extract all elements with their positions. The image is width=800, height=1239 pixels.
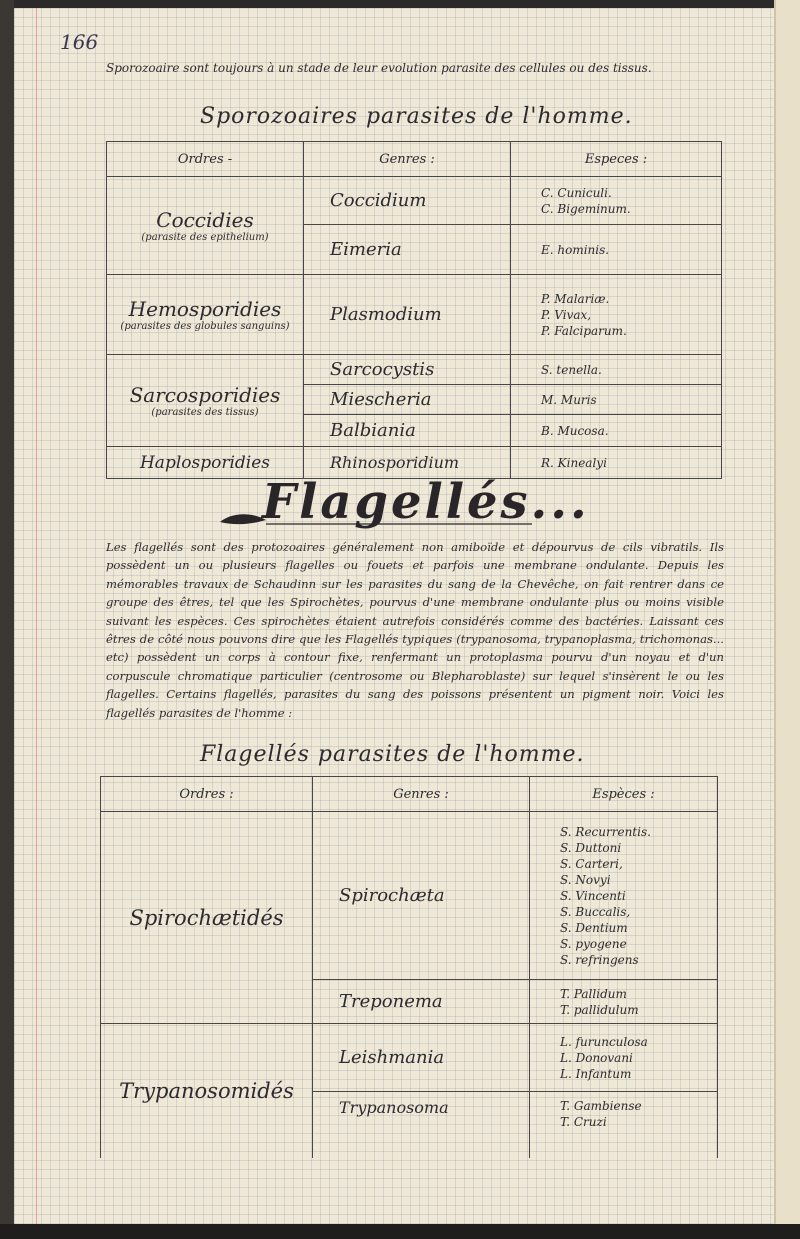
genus-cell: Spirochæta [313,812,530,980]
page-bottom-edge [0,1224,800,1239]
header-ordres: Ordres : [101,777,313,812]
order-cell: Spirochætidés [101,812,313,1024]
header-genres: Genres : [313,777,530,812]
order-cell: Trypanosomidés [101,1024,313,1158]
genus-cell: Rhinosporidium [304,447,511,479]
header-especes: Espèces : [530,777,718,812]
genus-cell: Coccidium [304,177,511,225]
genus-cell: Sarcocystis [304,355,511,385]
species-name: T. Gambiense [560,1099,642,1113]
species-name: S. Dentium [560,920,628,935]
intro-text: Sporozoaire sont toujours à un stade de leur evolution parasite des cellules ou des tissus. [106,61,652,75]
order-name: Haplosporidies [139,452,271,473]
section2-title: Flagellés parasites de l'homme. [200,742,585,767]
species-cell [511,225,722,275]
species-name: B. Mucosa. [541,423,609,438]
flagelles-paragraph: Les flagellés sont des protozoaires généralement non amiboïde et dépourvus de cils vibratils. Ils possèdent un ou plusieurs flagelles ou fouets et parfois une membrane ondulante. Depuis les mémorables travaux de Schaudinn sur les parasites du sang de la Chevêche, on fait rentrer dans ce groupe des êtres, tel que les Spirochètes, pourvus d'une membrane ondulante plus ou moins visible suivant les espèces. Ces spirochètes étaient autrefois considérés comme des bactéries. Laissant ces êtres de côté nous pouvons dire que les Flagellés typiques (trypanosoma, trypanoplasma, trichomonas... etc) possèdent un corps à contour fixe, renfermant un protoplasma pourvu d'un noyau et d'un corpuscule chromatique particulier (centrosome ou Blepharoblaste) sur lequel s'insèrent le ou les flagelles. Certains flagellés, parasites du sang des poissons présentent un pigment noir. Voici les flagellés parasites de l'homme : [106,540,724,720]
genus-cell: Trypanosoma [313,1092,530,1158]
species-name: P. Vivax, [541,307,592,322]
genus-cell: Treponema [313,980,530,1024]
species-cell [530,1092,718,1158]
species-cell [530,812,718,980]
species-cell [511,385,722,415]
species-name: S. Recurrentis. [560,824,651,839]
genus-cell: Eimeria [304,225,511,275]
header-ordres: Ordres - [107,142,304,177]
species-name: S. Vincenti [560,888,626,903]
book-spine [0,0,14,1239]
order-note: (parasites des tissus) [151,407,259,418]
species-name: S. pyogene [560,936,627,951]
species-name: S. Carteri, [560,856,623,871]
species-cell [511,177,722,225]
species-name: L. Donovani [560,1050,633,1065]
margin-line [36,8,37,1224]
species-name: T. pallidulum [560,1002,639,1017]
species-cell [530,1024,718,1092]
species-name: S. Buccalis, [560,904,631,919]
order-cell [107,275,304,355]
species-name: T. Pallidum [560,986,627,1001]
section1-title: Sporozoaires parasites de l'homme. [200,104,633,129]
header-especes: Especes : [511,142,722,177]
species-cell [511,355,722,385]
species-name: S. Novyi [560,872,611,887]
genus-cell: Miescheria [304,385,511,415]
page-edge [774,0,800,1239]
order-name: Hemosporidies [128,297,282,321]
order-name: Sarcosporidies [129,383,281,407]
species-name: R. Kinealyi [541,455,607,470]
sporozoa-table [106,141,722,479]
species-name: L. Infantum [560,1066,632,1081]
flagellata-table [100,776,718,1158]
species-name: E. hominis. [541,242,610,257]
genus-cell: Plasmodium [304,275,511,355]
order-cell [107,355,304,447]
page-number: 166 [60,30,99,54]
genus-cell: Balbiania [304,415,511,447]
species-name: S. Duttoni [560,840,622,855]
species-cell [511,275,722,355]
species-name: P. Malariæ. [541,291,610,306]
species-cell [530,980,718,1024]
order-note: (parasite des epithelium) [141,232,269,243]
species-name: S. refringens [560,952,639,967]
species-name: C. Cuniculi. [541,185,612,200]
flagelles-heading: Flagellés... [262,474,590,530]
species-name: T. Cruzi [560,1115,607,1129]
order-name: Coccidies [156,208,254,232]
species-name: L. furunculosa [560,1034,648,1049]
species-name: M. Muris [541,392,597,407]
species-name: P. Falciparum. [541,323,627,338]
order-cell [107,177,304,275]
header-genres: Genres : [304,142,511,177]
species-name: S. tenella. [541,362,602,377]
genus-cell: Leishmania [313,1024,530,1092]
species-cell [511,415,722,447]
species-name: C. Bigeminum. [541,201,631,216]
order-note: (parasites des globules sanguins) [120,321,290,332]
